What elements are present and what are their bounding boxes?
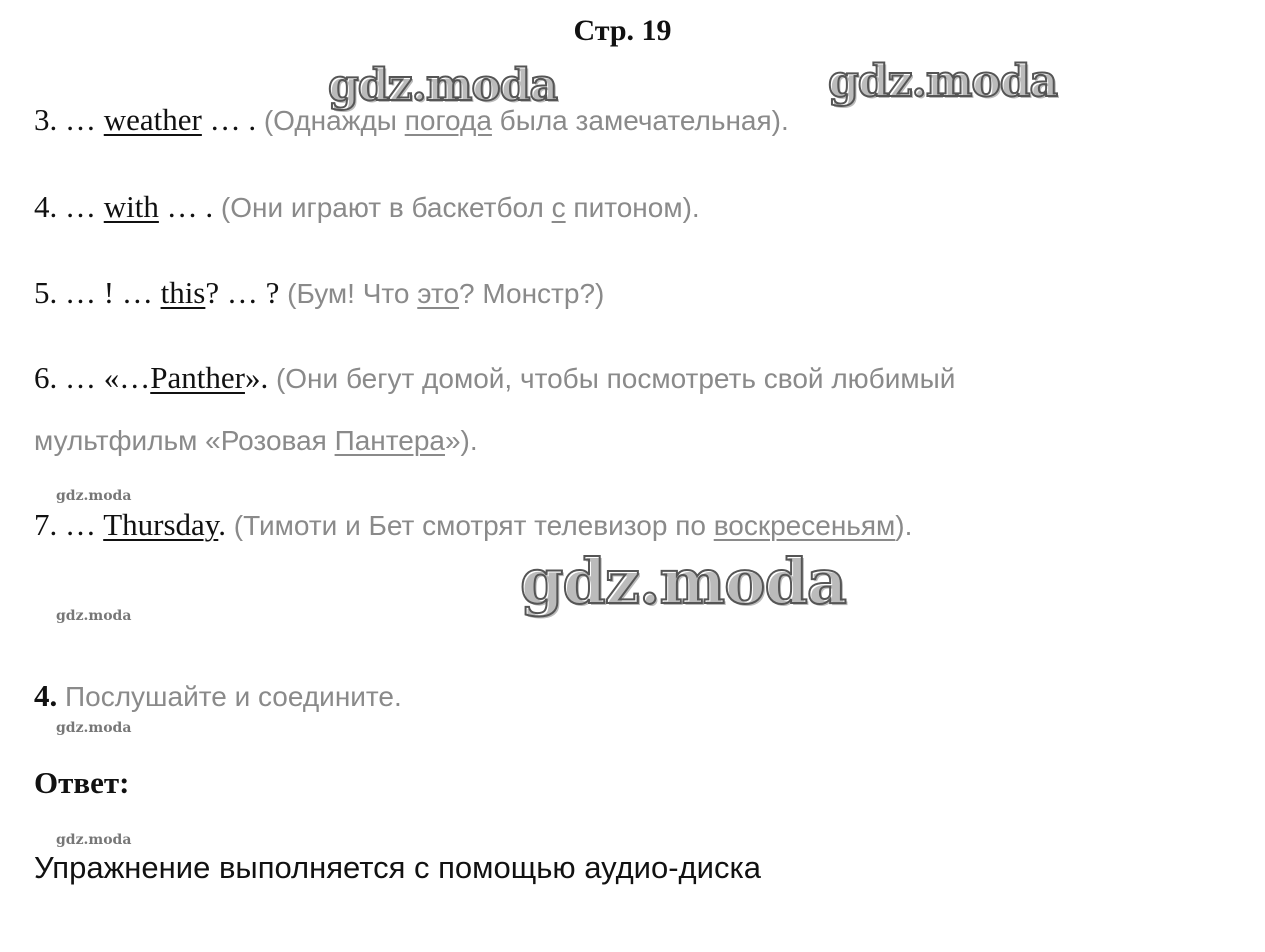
watermark-small: gdz.moda [56,608,132,624]
watermark-small: gdz.moda [56,720,132,736]
item-prefix: … «… [65,360,151,395]
exercise-item [34,191,700,222]
translation-word: погода [404,105,492,136]
item-number: 5. [34,275,58,310]
item-prefix: … [65,189,96,224]
exercise-item-continuation [34,424,478,455]
item-number: 3. [34,102,58,137]
item-suffix: … . [166,189,214,224]
translation: (Однажды погода была замечательная). [263,105,789,136]
exercise-item [34,509,912,540]
item-number: 6. [34,360,58,395]
watermark-small: gdz.moda [56,488,132,504]
item-suffix: ? … ? [205,275,280,310]
item-suffix: … . [209,102,257,137]
answer-word: Panther [150,360,245,395]
item-prefix: … [65,102,96,137]
translation-word: Пантера [334,425,445,456]
answer-label: Ответ: [34,765,130,800]
answer-word: with [103,189,159,224]
answer-word: this [160,275,206,310]
exercise-item [34,277,604,308]
page-title: Стр. 19 [573,14,672,47]
answer-text: Упражнение выполняется с помощью аудио-диска [34,850,761,885]
exercise-item [34,362,955,393]
translation: (Бум! Что это? Монстр?) [287,278,605,309]
item-suffix: ». [244,360,269,395]
item-suffix: . [218,507,227,542]
answer-word: weather [103,102,202,137]
watermark: gdz.moda [328,60,558,111]
translation: мультфильм «Розовая Пантера»). [34,425,478,456]
item-number: 7. [34,507,58,542]
item-prefix: … ! … [65,275,153,310]
watermark-small: gdz.moda [56,832,132,848]
watermark: gdz.moda [520,545,846,618]
task-number: 4. [34,678,58,713]
exercise-item [34,104,789,135]
task-heading [34,680,402,711]
translation-word: это [417,278,460,309]
translation-word: с [551,192,566,223]
item-number: 4. [34,189,58,224]
translation-word: воскресеньям [713,510,896,541]
watermark: gdz.moda [828,56,1058,107]
translation: (Тимоти и Бет смотрят телевизор по воскресеньям). [233,510,913,541]
answer-word: Thursday [103,507,219,542]
item-prefix: … [65,507,96,542]
translation: (Они играют в баскетбол с питоном). [220,192,700,223]
translation: (Они бегут домой, чтобы посмотреть свой любимый [275,363,956,394]
task-instruction: Послушайте и соедините. [65,681,402,712]
